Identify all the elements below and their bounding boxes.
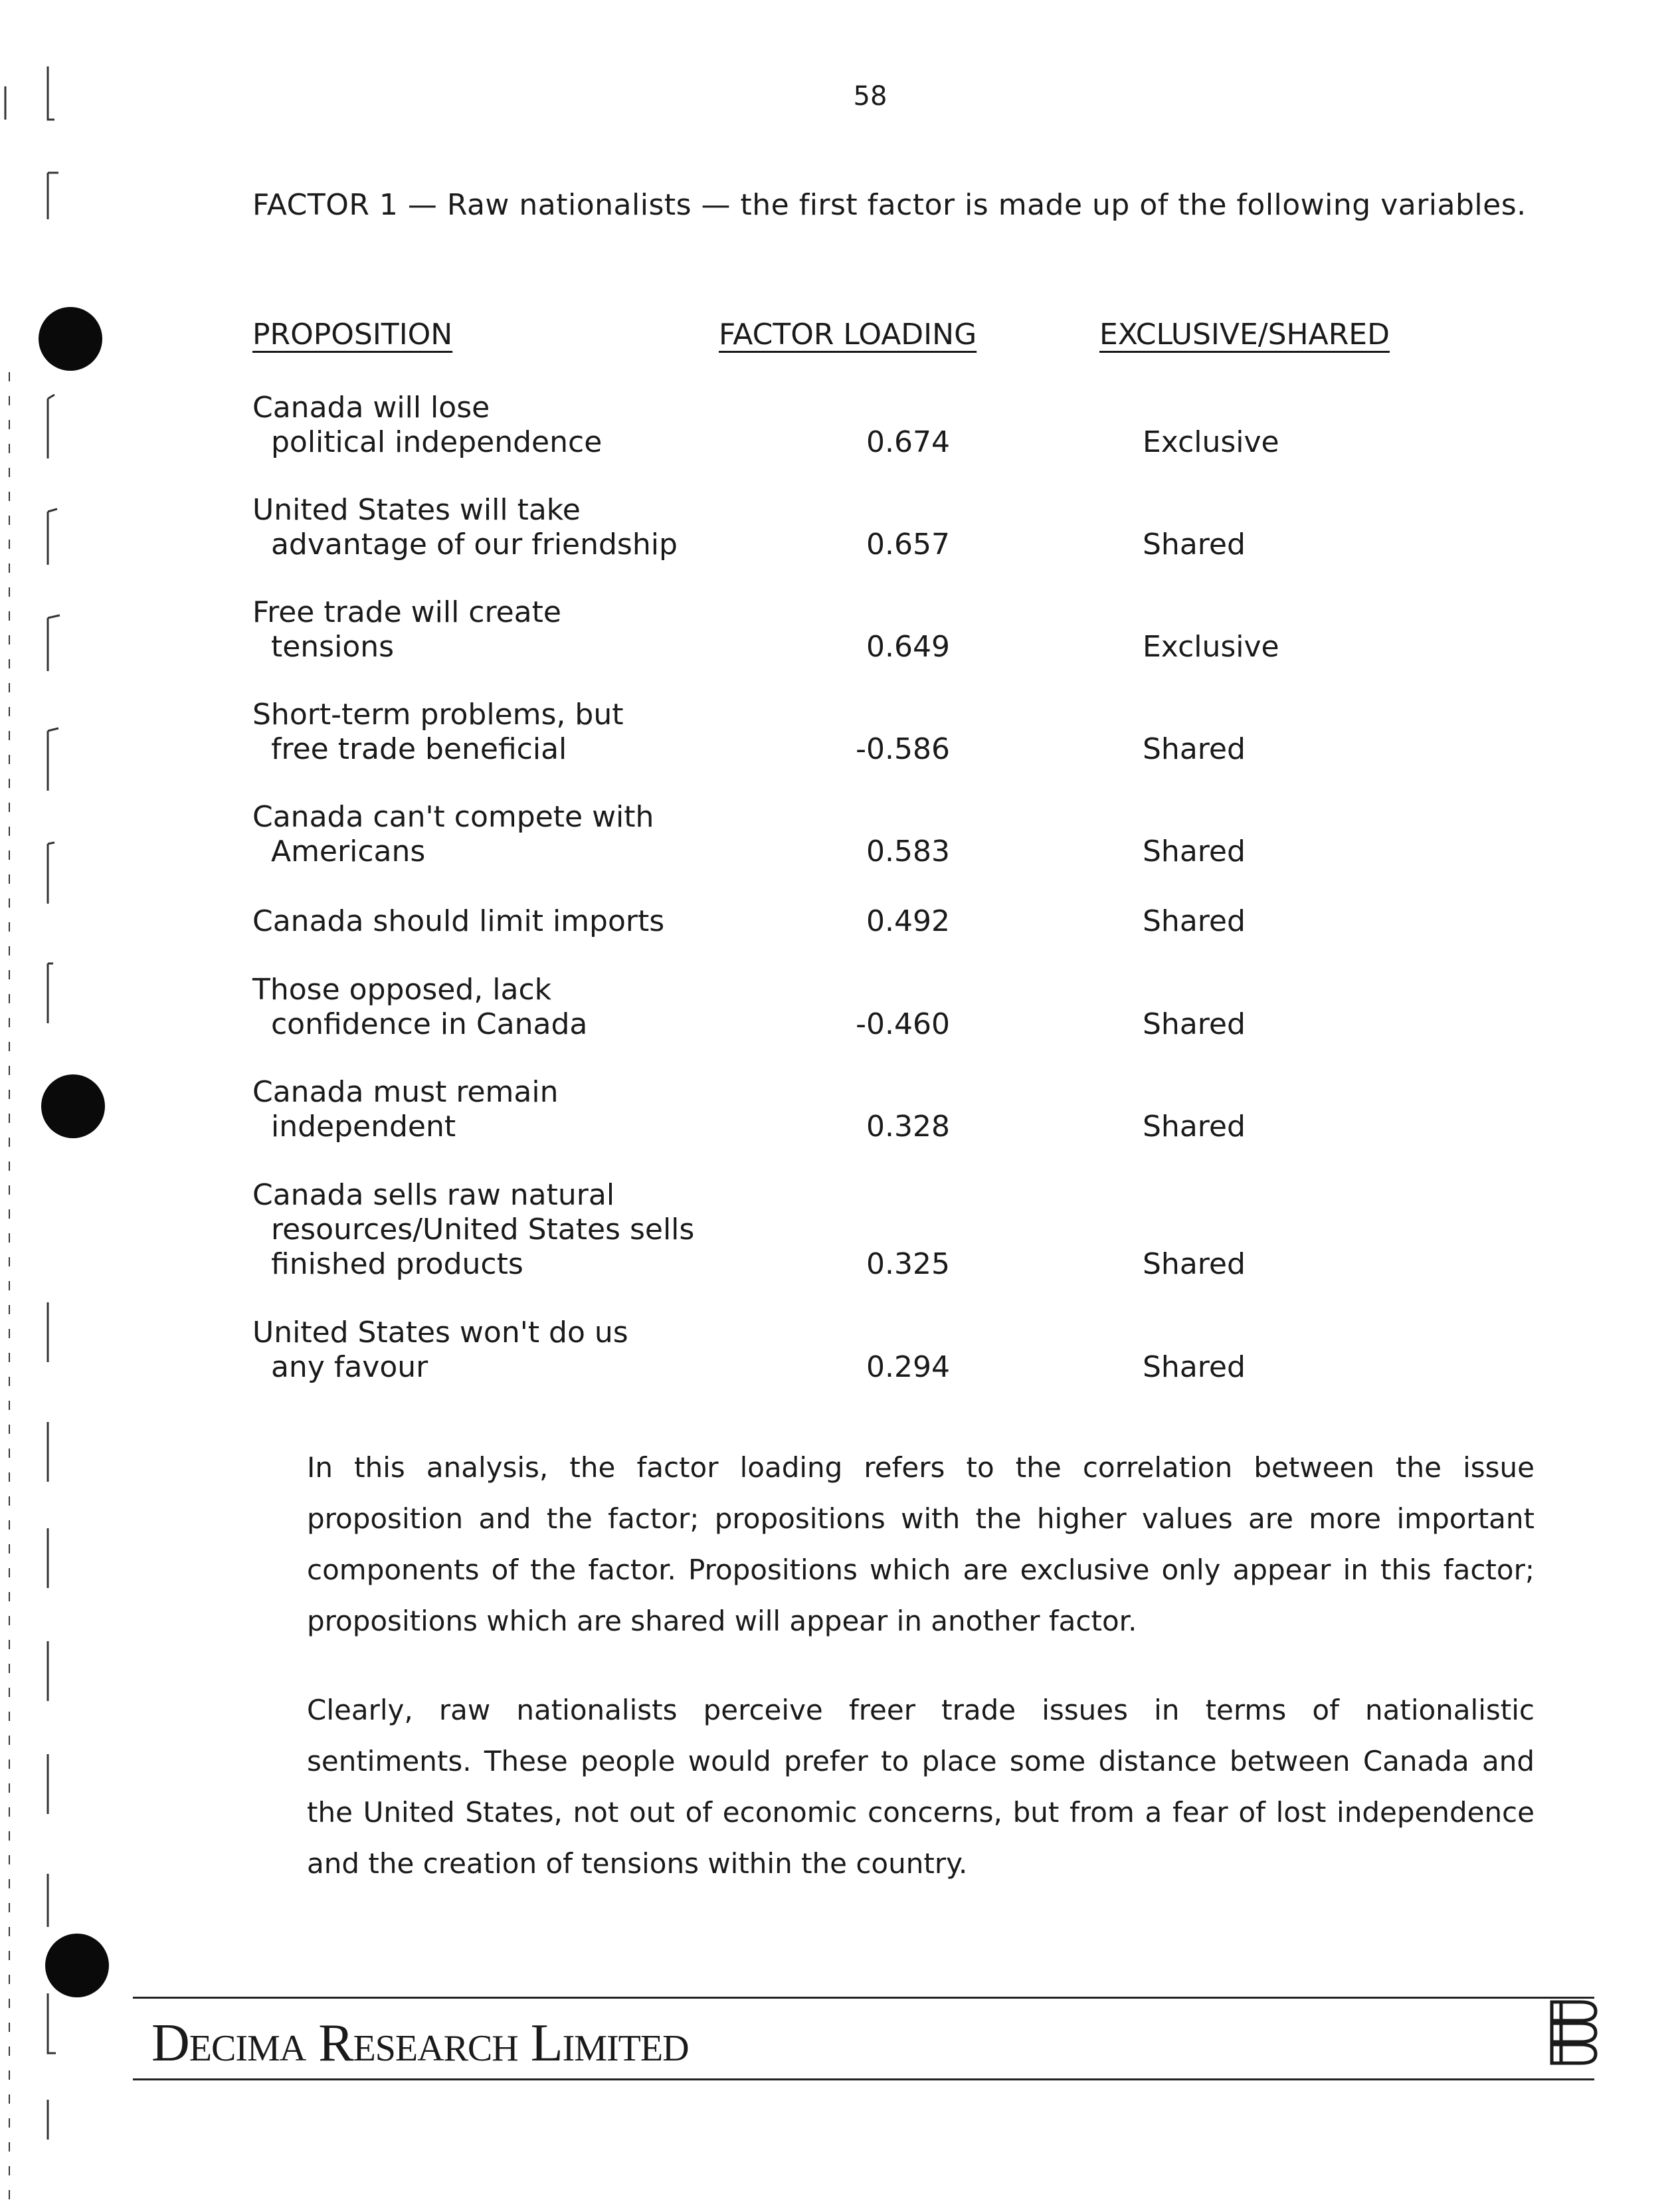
proposition-cell: Canada can't compete with Americans [252,800,654,868]
loading-cell: 0.328 [866,1110,950,1144]
proposition-cell: Canada must remain independent [252,1075,559,1144]
loading-cell: 0.325 [866,1247,950,1281]
footer-rule-bottom [133,2078,1594,2080]
proposition-cell: Those opposed, lack confidence in Canada [252,973,588,1041]
footer-brand: Decima Research Limited [151,2014,689,2072]
table-row [252,973,1548,1042]
scan-margin-marks [0,0,93,2204]
table-row [252,391,1548,460]
table-row [252,1178,1548,1282]
decima-logo-icon [1548,1997,1601,2070]
exclusive-shared-cell: Shared [1143,904,1246,938]
proposition-cell: Canada should limit imports [252,904,665,938]
table-header [252,318,1548,364]
proposition-cell: Free trade will create tensions [252,595,561,664]
table-row [252,698,1548,767]
proposition-cell: United States will take advantage of our friendship [252,493,678,561]
proposition-cell: Short-term problems, but free trade beneficial [252,698,624,766]
proposition-cell: Canada sells raw natural resources/United States sells finished products [252,1178,695,1281]
loading-cell: -0.586 [856,732,950,766]
loading-cell: 0.649 [866,630,950,664]
exclusive-shared-cell: Shared [1143,1350,1246,1384]
table-row [252,595,1548,664]
body-paragraph: In this analysis, the factor loading refers to the correlation between the issue proposition and the factor; propositions with the higher values are more important components of the factor. Propositions which are exclusive only appear in this factor; propositions which are shared will appear in another factor. [307,1451,1535,1637]
loading-cell: 0.583 [866,835,950,868]
exclusive-shared-cell: Shared [1143,528,1246,561]
loading-cell: -0.460 [856,1007,950,1041]
table-row [252,1316,1548,1385]
proposition-cell: United States won't do us any favour [252,1316,628,1384]
loading-cell: 0.294 [866,1350,950,1384]
table-row [252,800,1548,869]
exclusive-shared-cell: Exclusive [1143,630,1279,664]
loading-cell: 0.492 [866,904,950,938]
loading-cell: 0.657 [866,528,950,561]
exclusive-shared-cell: Shared [1143,1007,1246,1041]
table-row [252,1075,1548,1144]
loading-cell: 0.674 [866,425,950,459]
exclusive-shared-cell: Shared [1143,732,1246,766]
intro-text: FACTOR 1 — Raw nationalists — the first factor is made up of the following variables. [252,188,1527,222]
page-number: 58 [853,81,887,112]
header-factor-loading: FACTOR LOADING [719,318,977,351]
exclusive-shared-cell: Shared [1143,1247,1246,1281]
exclusive-shared-cell: Shared [1143,1110,1246,1144]
proposition-cell: Canada will lose political independence [252,391,603,459]
table-row [252,904,1548,939]
exclusive-shared-cell: Shared [1143,835,1246,868]
header-exclusive-shared: EXCLUSIVE/SHARED [1099,318,1390,351]
table-row [252,493,1548,562]
exclusive-shared-cell: Exclusive [1143,425,1279,459]
body-paragraph: Clearly, raw nationalists perceive freer trade issues in terms of nationalistic sentiments. These people would prefer to place some distance between Canada and the United States, not out of economic concerns, but from a fear of lost independence and the creation of tensions within the country. [307,1694,1535,1880]
header-proposition: PROPOSITION [252,318,453,351]
footer-rule-top [133,1997,1594,1999]
